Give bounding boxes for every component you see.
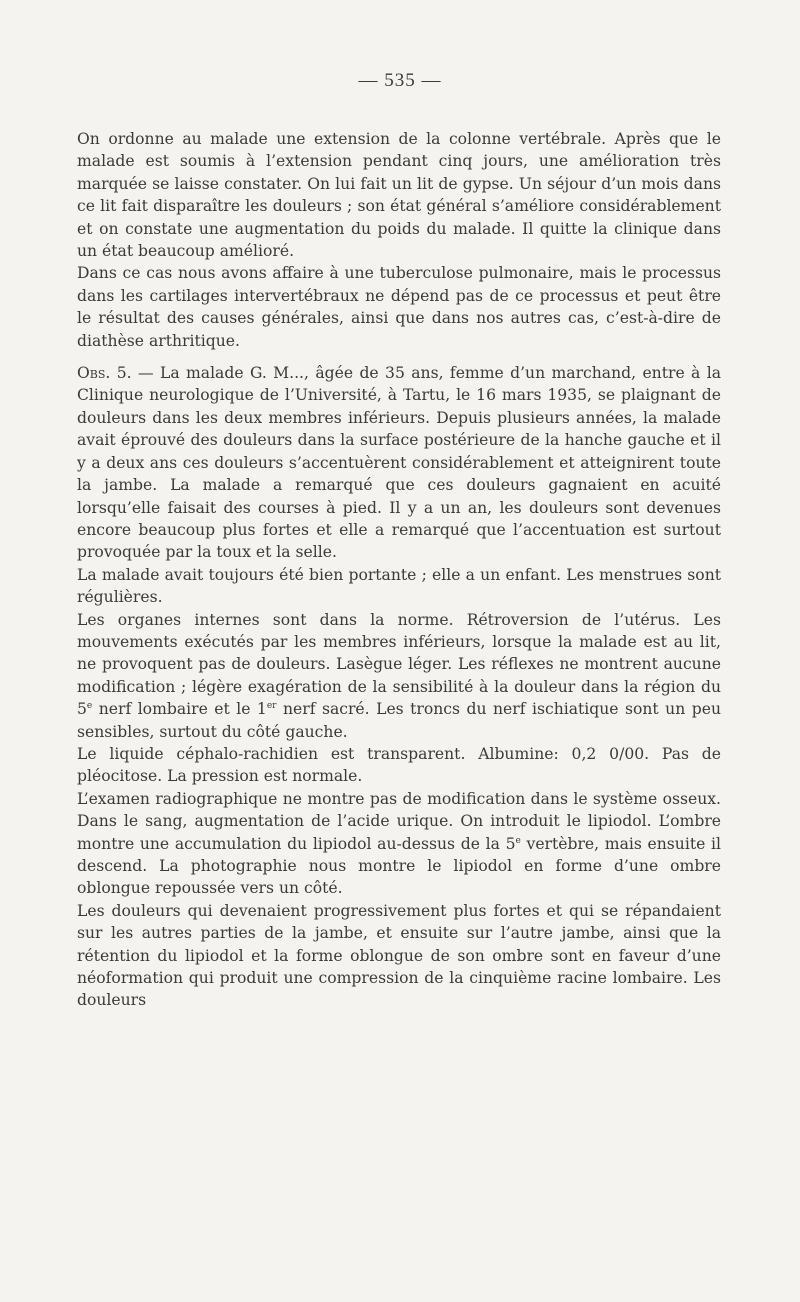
observation-label: Obs. 5. (77, 364, 132, 383)
superscript-er: er (266, 701, 277, 712)
page-number: — 535 — (358, 70, 442, 91)
paragraph-gap (77, 352, 721, 362)
paragraph-5-part-b: nerf lombaire et le 1 (92, 700, 267, 719)
paragraph-7 (77, 788, 721, 900)
paragraph-7-part-b: vertèbre, mais ensuite il descend. La photographie nous montre le lipiodol en forme d’une ombre oblongue repoussée vers un côté. (77, 834, 721, 898)
paragraph-8: Les douleurs qui devenaient progressivement plus fortes et qui se répandaient sur les autres parties de la jambe, et ensuite sur l’autre jambe, ainsi que la rétention du lipiodol et la forme oblongue de son ombre sont en faveur d’une néoformation qui produit une compression de la cinquième racine lombaire. Les douleurs (77, 901, 721, 1010)
paragraph-7-part-a: L’examen radiographique ne montre pas de modification dans le système osseux. Dans le sang, augmentation de l’acide urique. On introduit le lipiodol. L’ombre montre une accumulation du lipiodol au-dessus de la 5 (77, 789, 721, 853)
paragraph-3 (77, 362, 721, 564)
superscript-e: e (86, 701, 93, 712)
paragraph-1: On ordonne au malade une extension de la colonne vertébrale. Après que le malade est soumis à l’extension pendant cinq jours, une amélioration très marquée se laisse constater. On lui fait un lit de gypse. Un séjour d’un mois dans ce lit fait disparaître les douleurs ; son état général s’améliore considérablement et on constate une augmentation du poids du malade. Il quitte la clinique dans un état beaucoup amélioré. (77, 130, 721, 261)
paragraph-6: Le liquide céphalo-rachidien est transparent. Albumine: 0,2 0/00. Pas de pléocitose. La pression est normale. (77, 744, 721, 786)
paragraph-2: Dans ce cas nous avons affaire à une tuberculose pulmonaire, mais le processus dans les cartilages intervertébraux ne dépend pas de ce processus et peut être le résultat des causes générales, ainsi que dans nos autres cas, c’est-à-dire de diathèse arthritique. (77, 264, 721, 350)
body-text (77, 128, 721, 1012)
paragraph-5-part-a: Les organes internes sont dans la norme. Rétroversion de l’utérus. Les mouvements exécutés par les membres inférieurs, lorsque la malade est au lit, ne provoquent pas de douleurs. Lasègue léger. Les réflexes ne montrent aucune modification ; légère exagération de la sensibilité à la douleur dans la région du 5 (77, 610, 721, 719)
superscript-e: e (515, 835, 521, 846)
paragraph-3-text: — La malade G. M..., âgée de 35 ans, femme d’un marchand, entre à la Clinique neurologique de l’Université, à Tartu, le 16 mars 1935, se plaignant de douleurs dans les deux membres inférieurs. Depuis plusieurs années, la malade avait éprouvé des douleurs dans la surface postérieure de la hanche gauche et il y a deux ans ces douleurs s’accentuèrent considérablement et atteignirent toute la jambe. La malade a remarqué que ces douleurs gagnaient en acuité lorsqu’elle faisait des courses à pied. Il y a un an, les douleurs sont devenues encore beaucoup plus fortes et elle a remarqué que l’accentuation est surtout provoquée par la toux et la selle. (77, 364, 722, 562)
paragraph-5-part-c: nerf sacré. Les troncs du nerf ischiatique sont un peu sensibles, surtout du côté gauche. (77, 700, 721, 741)
paragraph-5 (77, 609, 721, 743)
paragraph-4: La malade avait toujours été bien portante ; elle a un enfant. Les menstrues sont régulières. (77, 565, 721, 607)
